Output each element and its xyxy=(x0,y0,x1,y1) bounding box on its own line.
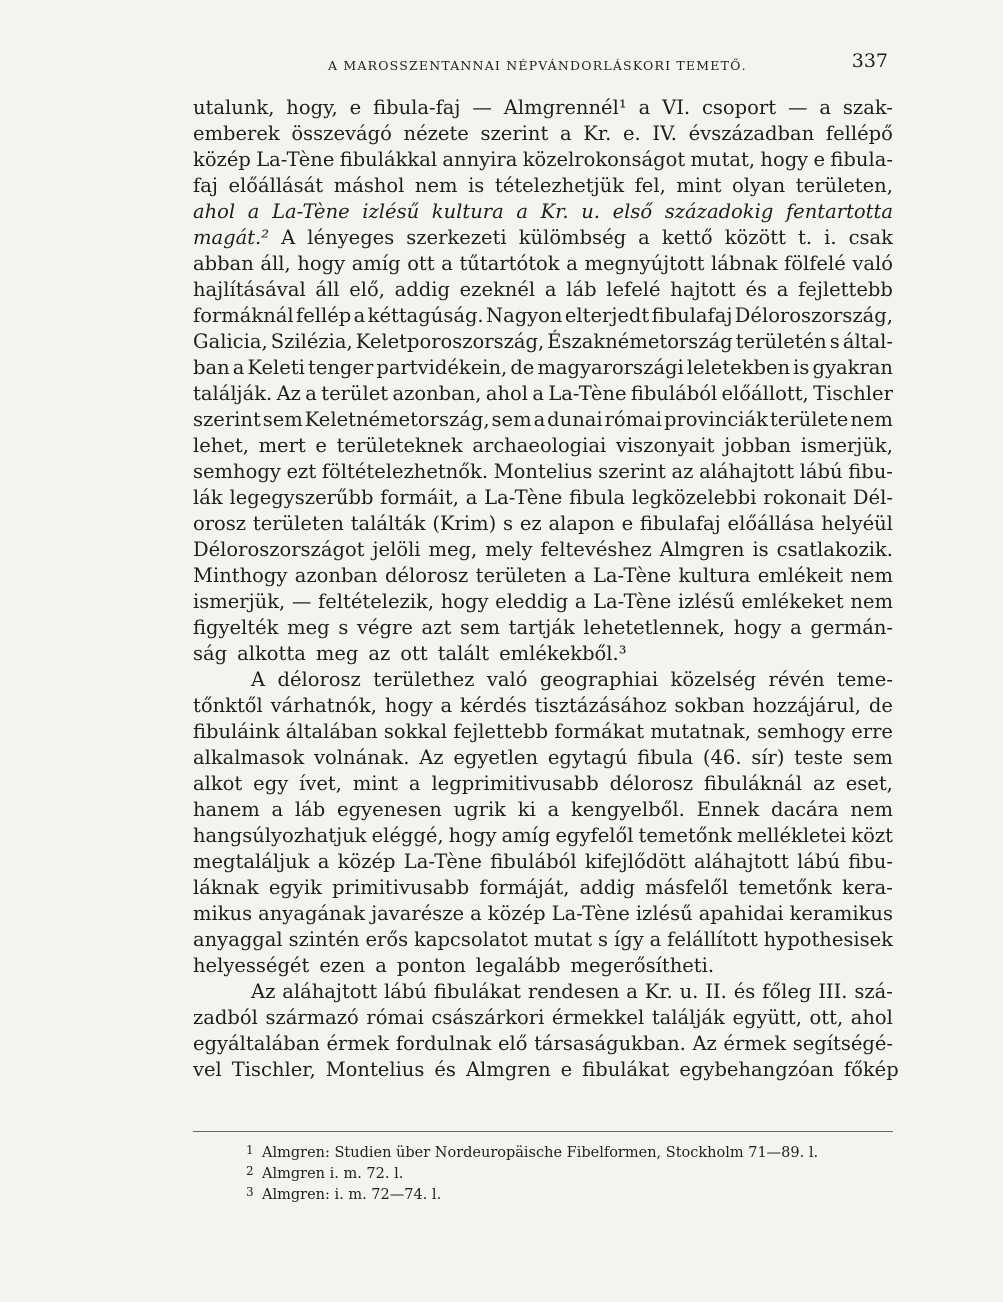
text-line: Minthogy azonban délorosz területen a La-Tène kultura emlékeit nem xyxy=(193,564,893,587)
text-line: ahol a La-Tène izlésű kultura a Kr. u. első századokig fentartotta xyxy=(193,200,893,223)
text-line: Az aláhajtott lábú fibulákat rendesen a Kr. u. II. és főleg III. szá- xyxy=(251,980,893,1003)
text-line: láknak egyik primitivusabb formáját, addig másfelől temetőnk kera- xyxy=(193,876,893,899)
text-line: Déloroszországot jelöli meg, mely feltevéshez Almgren is csatlakozik. xyxy=(193,538,893,561)
text-line: alkot egy ívet, mint a legprimitivusabb délorosz fibuláknál az eset, xyxy=(193,772,893,795)
footnote-number: 3 xyxy=(246,1185,254,1199)
running-head: A MAROSSZENTANNAI NÉPVÁNDORLÁSKORI TEMETŐ. xyxy=(328,58,747,73)
text-line: zadból származó római császárkori érmekkel találják együtt, ott, ahol xyxy=(193,1006,893,1029)
text-line: vel Tischler, Montelius és Almgren e fibulákat egybehangzóan főkép xyxy=(193,1058,899,1081)
footnote-text: Almgren i. m. 72. l. xyxy=(262,1166,404,1182)
text-line: helyességét ezen a ponton legalább megerősítheti. xyxy=(193,954,715,977)
footnote-number: 1 xyxy=(246,1143,254,1157)
text-line: semhogy ezt föltételezhetnők. Montelius szerint az aláhajtott lábú fibu- xyxy=(193,460,893,483)
text-line: fibuláink általában sokkal fejlettebb formákat mutatnak, semhogy erre xyxy=(193,720,893,743)
text-line: orosz területen találták (Krim) s ez alapon e fibulafaj előállása helyéül xyxy=(193,512,893,535)
text-line: lák legegyszerűbb formáit, a La-Tène fibula legközelebbi rokonait Dél- xyxy=(193,486,893,509)
text-line: tőnktől várhatnók, hogy a kérdés tisztázásához sokban hozzájárul, de xyxy=(193,694,893,717)
text-line: hajlításával áll elő, addig ezeknél a láb lefelé hajtott és a fejlettebb xyxy=(193,278,893,301)
page-header xyxy=(193,50,893,80)
text-line: hanem a láb egyenesen ugrik ki a kengyelből. Ennek dacára nem xyxy=(193,798,893,821)
footnotes xyxy=(246,1140,896,1203)
text-line: figyelték meg s végre azt sem tartják lehetetlennek, hogy a germán- xyxy=(193,616,893,639)
page-number: 337 xyxy=(851,50,888,72)
text-line: mikus anyagának javarésze a közép La-Tène izlésű apahidai keramikus xyxy=(193,902,893,925)
footnote-text: Almgren: i. m. 72—74. l. xyxy=(262,1187,442,1203)
text-line: ismerjük, — feltételezik, hogy eleddig a La-Tène izlésű emlékeket nem xyxy=(193,590,893,613)
footnote-divider xyxy=(193,1131,893,1132)
text-line: abban áll, hogy amíg ott a tűtartótok a megnyújtott lábnak fölfelé való xyxy=(193,252,893,275)
text-line: hangsúlyozhatjuk eléggé, hogy amíg egyfelől temetőnk mellékletei közt xyxy=(193,824,893,847)
text-line: Galicia, Szilézia, Keletporoszország, Északnémetország területén s által- xyxy=(193,330,893,353)
text-line: A délorosz területhez való geographiai közelség révén teme- xyxy=(251,668,893,691)
text-line: lehet, mert e területeknek archaeologiai viszonyait jobban ismerjük, xyxy=(193,434,893,457)
text-line: ság alkotta meg az ott talált emlékekből.³ xyxy=(193,642,627,665)
footnote-number: 2 xyxy=(246,1164,254,1178)
body-text xyxy=(193,95,899,1083)
text-line: találják. Az a terület azonban, ahol a La-Tène fibulából előállott, Tischler xyxy=(193,382,893,405)
text-line: ban a Keleti tenger partvidékein, de magyarországi leletekben is gyakran xyxy=(193,356,893,379)
text-line: alkalmasok volnának. Az egyetlen egytagú fibula (46. sír) teste sem xyxy=(193,746,893,769)
footnote xyxy=(246,1140,896,1161)
text-line: magát.² A lényeges szerkezeti külömbség a kettő között t. i. csak xyxy=(193,226,893,249)
footnote xyxy=(246,1182,896,1203)
text-line: anyaggal szintén erős kapcsolatot mutat s így a felállított hypothesisek xyxy=(193,928,893,951)
text-line: közép La-Tène fibulákkal annyira közelrokonságot mutat, hogy e fibula- xyxy=(193,148,893,171)
text-line: szerint sem Keletnémetország, sem a dunai római provinciák területe nem xyxy=(193,408,893,431)
text-line: utalunk, hogy, e fibula-faj — Almgrennél¹ a VI. csoport — a szak- xyxy=(193,96,893,119)
text-line: formáknál fellép a kéttagúság. Nagyon elterjedt fibulafaj Déloroszország, xyxy=(193,304,893,327)
footnote xyxy=(246,1161,896,1182)
footnote-text: Almgren: Studien über Nordeuropäische Fibelformen, Stockholm 71—89. l. xyxy=(262,1145,819,1161)
text-line: emberek összevágó nézete szerint a Kr. e. IV. évszázadban fellépő xyxy=(193,122,893,145)
text-line: faj előállását máshol nem is tételezhetjük fel, mint olyan területen, xyxy=(193,174,893,197)
text-line: egyáltalában érmek fordulnak elő társaságukban. Az érmek segítségé- xyxy=(193,1032,893,1055)
text-line: megtaláljuk a közép La-Tène fibulából kifejlődött aláhajtott lábú fibu- xyxy=(193,850,893,873)
